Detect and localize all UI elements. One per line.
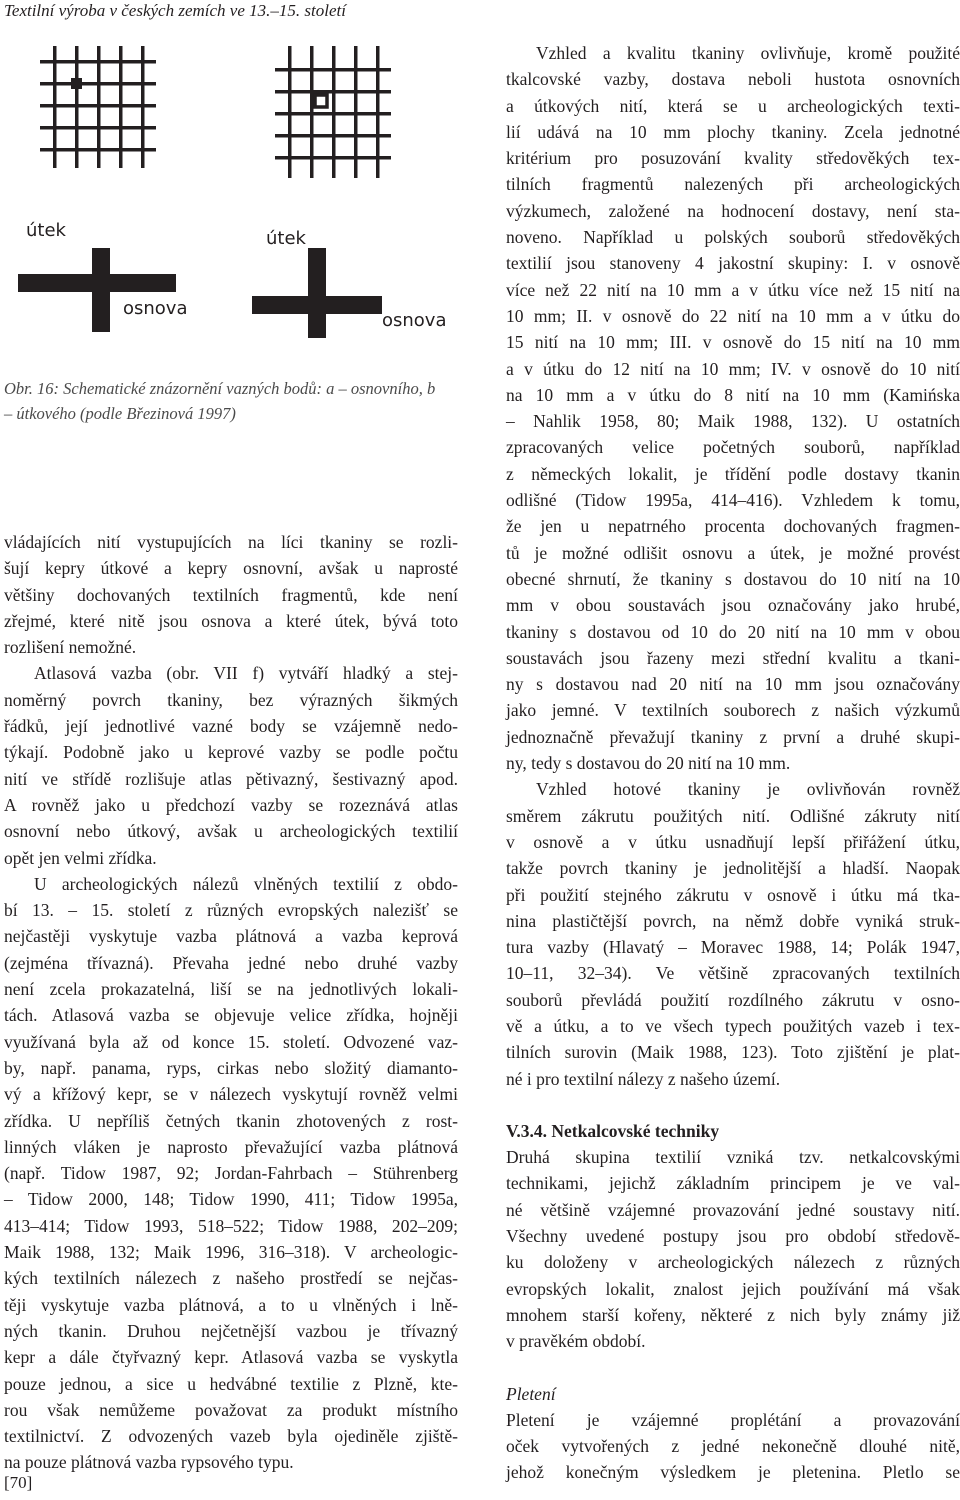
text-line: Atlasová vazba (obr. VII f) vytváří hladký a stej- bbox=[34, 663, 458, 684]
text-line: rozlišení nemožné. bbox=[4, 637, 137, 658]
text-line: (např. Tidow 1987, 92; Jordan-Fahrbach – Stührenberg bbox=[4, 1163, 458, 1184]
right-weft-label: útek bbox=[266, 228, 306, 249]
text-line: souborů převládá použití rozdílného zákrutu v osno- bbox=[506, 989, 960, 1010]
text-line: – Tidow 2000, 148; Tidow 1990, 411; Tidow 1995a, bbox=[4, 1189, 458, 1210]
text-line: 10 mm; II. v osnově do 22 nití na 10 mm a v útku do bbox=[506, 305, 960, 326]
page-number: [70] bbox=[4, 1473, 33, 1492]
text-line: na 10 mm a v útku do 8 nití na 10 mm (Kamińska bbox=[506, 384, 960, 405]
text-line: Vzhled a kvalitu tkaniny ovlivňuje, kromě použité bbox=[536, 43, 960, 63]
text-line: tura vazby (Hlavatý – Moravec 1988, 14; Polák 1947, bbox=[506, 937, 960, 958]
text-line: kepr a dále čtyřvazný kepr. Atlasová vazba se vyskytla bbox=[4, 1347, 458, 1368]
warp-binding-point bbox=[71, 78, 82, 89]
text-line: soustavách jsou řazeny mezi střední kvalitu a tkani- bbox=[506, 647, 960, 668]
text-line: v pravěkém období. bbox=[506, 1331, 646, 1352]
text-line: týkají. Podobně jako u keprové vazby se podle počtu bbox=[4, 742, 458, 763]
text-line: – Nahlik 1958, 80; Maik 1988, 132). U ostatních bbox=[506, 411, 960, 432]
text-line: ku doloženy v archeologických nálezech z různých bbox=[506, 1252, 960, 1273]
text-line: obecné shrnutí, že tkaniny s dostavou do 10 nití na 10 bbox=[506, 568, 960, 589]
text-line: né většině vzájemné provazování jedné soustavy nití. bbox=[506, 1199, 960, 1220]
text-line: Pletení je vzájemné proplétání a provazování bbox=[506, 1409, 960, 1430]
text-line: kritérium pro posuzování kvality středověkých tex- bbox=[506, 148, 960, 169]
text-line: tkalcovské vazby, dostava neboli hustota osnovních bbox=[506, 69, 960, 90]
text-line: jehož konečným výsledkem je pletenina. Pletlo se bbox=[506, 1462, 960, 1483]
text-line: více než 22 nití na 10 mm a v útku více než 15 nití na bbox=[506, 279, 960, 300]
text-line: nití ve střídě rozlišuje atlas pětivazný, šestivazný apod. bbox=[4, 768, 458, 789]
text-line: mm v obou soustavách jsou označovány jako hrubé, bbox=[506, 595, 960, 616]
text-line: zřejmé, které nitě jsou osnova a které útek, bývá toto bbox=[4, 610, 458, 631]
text-line: a útkových nití, která se u archeologických texti- bbox=[506, 95, 960, 116]
text-line: Všechny uvedené postupy jsou pro období středově- bbox=[506, 1226, 960, 1247]
weft-point-grid bbox=[275, 46, 391, 178]
weave-diagram-figure bbox=[10, 38, 472, 338]
left-warp-label: osnova bbox=[123, 298, 188, 319]
text-line: 10–11, 32–34). Ve většině zpracovaných textilních bbox=[506, 963, 960, 984]
text-line: noměrný povrch tkaniny, bez výrazných šikmých bbox=[4, 689, 458, 710]
right-warp-label: osnova bbox=[382, 310, 447, 331]
text-line: vládajících nití vystupujících na líci tkaniny se rozli- bbox=[4, 532, 458, 552]
section-body-text bbox=[506, 1144, 960, 1354]
text-line: linných vláken je naprosto převažující vazba plátnová bbox=[4, 1136, 458, 1157]
figure-caption bbox=[4, 376, 464, 426]
text-line: není zcela prokazatelná, liší se na jednotlivých lokali- bbox=[4, 979, 458, 1000]
text-line: opět jen velmi zřídka. bbox=[4, 847, 157, 868]
text-line: technikami, jejichž základním principem je ve val- bbox=[506, 1173, 960, 1194]
caption-line: – útkového (podle Březinová 1997) bbox=[4, 404, 236, 423]
text-line: tách. Atlasová vazba se objevuje velice zřídka, hojněji bbox=[4, 1005, 458, 1026]
text-line: mnohem starší kořeny, některé z nich byly známy již bbox=[506, 1304, 960, 1325]
text-line: zřídka. U nepříliš četných tkanin zhotovených z rost- bbox=[4, 1110, 458, 1131]
text-line: zpracovaných velice početných souborů, například bbox=[506, 437, 960, 458]
text-line: textilií jsou stanoveny 4 jakostní skupiny: I. v osnově bbox=[506, 253, 960, 274]
text-line: odlišné (Tidow 1995a, 414–416). Vzhledem k tomu, bbox=[506, 490, 960, 511]
text-line: evropských lokalit, znalost jejich používání má však bbox=[506, 1278, 960, 1299]
text-line: z německých lokalit, je třídění podle dostavy tkanin bbox=[506, 463, 960, 484]
text-line: těji vyskytuje vazba plátnová, a to u vlněných i lně- bbox=[4, 1294, 458, 1315]
text-line: ny s dostavou nad 20 nití na 10 mm jsou označovány bbox=[506, 674, 960, 695]
text-line: výzkumech, založené na hodnocení dostavy, není sta- bbox=[506, 200, 960, 221]
right-body-text bbox=[506, 40, 960, 1092]
text-line: vě a útku, a to ve všech typech použitých vazeb i tex- bbox=[506, 1015, 960, 1036]
left-weft-label: útek bbox=[26, 220, 66, 241]
text-line: Maik 1988, 132; Maik 1996, 316–318). V archeologic- bbox=[4, 1242, 458, 1263]
text-line: rou však nemůžeme považovat za produkt místního bbox=[4, 1399, 458, 1420]
text-line: né i pro textilní nálezy z našeho území. bbox=[506, 1068, 781, 1089]
text-line: osnovní nebo útkový, avšak u archeologických textilií bbox=[4, 821, 458, 842]
text-line: řádků, její jednotlivé vazné body se vzájemně nedo- bbox=[4, 716, 458, 737]
text-line: pouze jednou, a sice u hedvábné textilie z Plzně, kte- bbox=[4, 1373, 458, 1394]
caption-line: Obr. 16: Schematické znázornění vazných bodů: a – osnovního, b bbox=[4, 379, 436, 398]
left-crossing-detail bbox=[18, 248, 176, 332]
weave-diagram bbox=[10, 38, 472, 338]
text-line: a v útku do 12 nití na 10 mm; IV. v osnově do 10 nití bbox=[506, 358, 960, 379]
text-line: tů je možné odlišit osnovu a útek, je možné provést bbox=[506, 542, 960, 563]
right-crossing-detail bbox=[252, 248, 382, 338]
text-line: oček vytvořených z jedné nekonečně dlouhé nitě, bbox=[506, 1436, 960, 1457]
text-line: textilnictví. Z odvozených vazeb byla ojediněle zjiště- bbox=[4, 1426, 458, 1447]
text-line: na pouze plátnová vazba rypsového typu. bbox=[4, 1452, 294, 1473]
text-line: tkaniny s dostavou od 10 do 20 nití na 10 mm v obou bbox=[506, 621, 960, 642]
text-line: šují kepry útkové a kepry osnovní, avšak u naprosté bbox=[4, 558, 458, 579]
text-line: kých textilních nálezech z našeho prostředí se nejčas- bbox=[4, 1268, 458, 1289]
text-line: takže povrch tkaniny je jednolitější a hladší. Naopak bbox=[506, 858, 960, 879]
text-line: lií udává na 10 mm plochy tkaniny. Zcela jednotné bbox=[506, 121, 960, 142]
text-line: A rovněž jako u předchozí vazby se rozeznává atlas bbox=[4, 794, 458, 815]
text-line: v osnově a v útku usnadňují lepší přiřážení útku, bbox=[506, 831, 960, 852]
running-head: Textilní výroba v českých zemích ve 13.–15. století bbox=[4, 1, 346, 20]
subsection-heading: Pletení bbox=[506, 1383, 556, 1404]
text-line: ných tkanin. Druhou nejčetnější vazbou je třívazný bbox=[4, 1320, 458, 1341]
text-line: 15 nití na 10 mm; III. v osnově do 15 nití na 10 mm bbox=[506, 332, 960, 353]
text-line: při použití stejného zákrutu v osnově i útku má tka- bbox=[506, 884, 960, 905]
text-line: ny, tedy s dostavou do 20 nití na 10 mm. bbox=[506, 753, 791, 774]
text-line: 413–414; Tidow 1993, 518–522; Tidow 1988, 202–209; bbox=[4, 1215, 458, 1236]
text-line: bí 13. – 15. století z různých evropských nalezišť se bbox=[4, 900, 458, 921]
text-line: jako jemné. V textilních souborech z našich výzkumů bbox=[506, 700, 960, 721]
left-text-column bbox=[4, 529, 458, 1476]
text-line: noveno. Například u polských souborů středověkých bbox=[506, 227, 960, 248]
text-line: by, např. panama, ryps, cirkas nebo složitý diamanto- bbox=[4, 1057, 458, 1078]
text-line: Vzhled hotové tkaniny je ovlivňován rovněž bbox=[536, 779, 960, 800]
text-line: většiny dochovaných textilních fragmentů, kde není bbox=[4, 584, 458, 605]
text-line: tilních surovin (Maik 1988, 123). Toto zjištění je plat- bbox=[506, 1042, 960, 1063]
text-line: nina plastičtější povrch, na němž dobře vyniká struk- bbox=[506, 910, 960, 931]
text-line: Druhá skupina textilií vzniká tzv. netkalcovskými bbox=[506, 1147, 960, 1168]
text-line: tilních fragmentů nalezených při archeologických bbox=[506, 174, 960, 195]
text-line: že jen u nepatrného procenta dochovaných fragmen- bbox=[506, 516, 960, 537]
text-line: vý a křížový kepr, se v nálezech vyskytují rovněž velmi bbox=[4, 1084, 458, 1105]
right-text-column bbox=[506, 40, 960, 1486]
text-line: jednoznačně převažují tkaniny z první a druhé skupi- bbox=[506, 726, 960, 747]
subsection-body-text bbox=[506, 1407, 960, 1486]
text-line: (zejména třívazná). Převaha jedné nebo druhé vazby bbox=[4, 952, 458, 973]
text-line: nejčastěji vyskytuje vazba plátnová a vazba keprová bbox=[4, 926, 458, 947]
text-line: směrem zákrutu použitých nití. Odlišné zákruty nití bbox=[506, 805, 960, 826]
text-line: U archeologických nálezů vlněných textilií z obdo- bbox=[34, 873, 458, 894]
weft-binding-point bbox=[315, 95, 327, 107]
text-line: využívaná byla až od konce 15. století. Odvozené vaz- bbox=[4, 1031, 458, 1052]
warp-point-grid bbox=[40, 46, 156, 168]
section-heading: V.3.4. Netkalcovské techniky bbox=[506, 1120, 720, 1141]
